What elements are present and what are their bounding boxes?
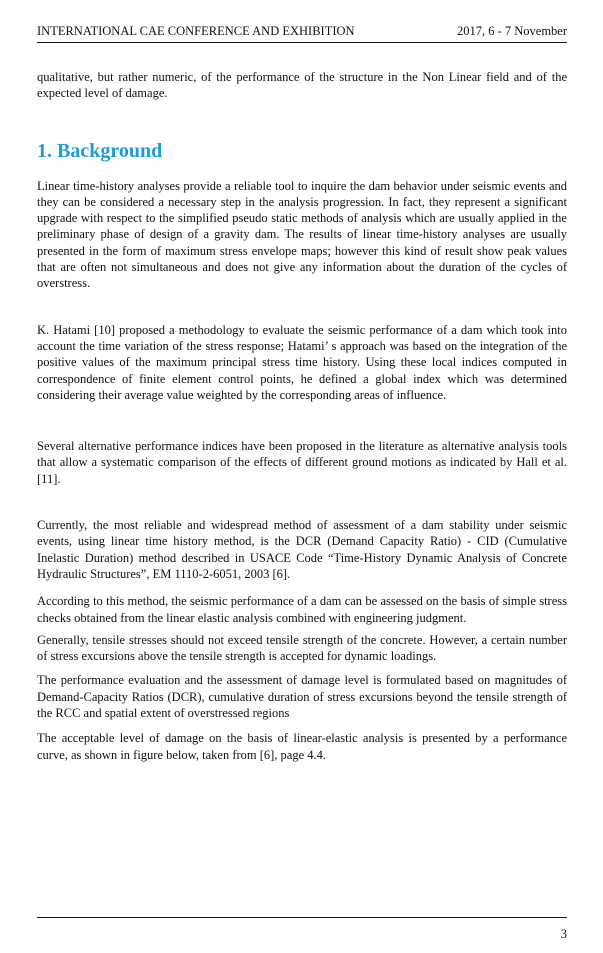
paragraph: Several alternative performance indices have been proposed in the literature as alternative analysis tools that allow a systematic comparison of the effects of different ground motions as indicated by Hall et al. [11].: [37, 439, 567, 486]
paragraph: Linear time-history analyses provide a reliable tool to inquire the dam behavior under seismic events and they can be considered a necessary step in the analysis progression. In fact, they represent a significant upgrade with respect to the simplified pseudo static methods of analysis which are usually applied in the preliminary phase of design of a gravity dam. The results of linear time-history analyses are usually presented in the form of maximum stress envelope maps; however this kind of result show peak values that are often not simultaneous and does not give any information about the duration of the cycles of overstress.: [37, 178, 567, 291]
page-header: [37, 24, 567, 43]
paragraph: The acceptable level of damage on the basis of linear-elastic analysis is presented by a performance curve, as shown in figure below, taken from [6], page 4.4.: [37, 731, 567, 762]
header-conference-title: INTERNATIONAL CAE CONFERENCE AND EXHIBITION: [37, 24, 355, 38]
page-footer: [37, 917, 567, 942]
page-body: [37, 43, 567, 763]
paragraph-intro: qualitative, but rather numeric, of the performance of the structure in the Non Linear field and of the expected level of damage.: [37, 70, 567, 101]
header-date: 2017, 6 - 7 November: [456, 24, 567, 38]
paragraph: Currently, the most reliable and widespread method of assessment of a dam stability under seismic events, using linear time history method, is the DCR (Demand Capacity Ratio) - CID (Cumulative Inelastic Duration) method described in USACE Code “Time-History Dynamic Analysis of Concrete Hydraulic Structures”, EM 1110-2-6051, 2003 [6].: [37, 518, 567, 581]
paragraph: According to this method, the seismic performance of a dam can be assessed on the basis of simple stress checks obtained from the linear elastic analysis combined with engineering judgment.: [37, 594, 567, 625]
paragraph: The performance evaluation and the assessment of damage level is formulated based on magnitudes of Demand-Capacity Ratios (DCR), cumulative duration of stress excursions beyond the tensile strength of the RCC and spatial extent of overstressed regions: [37, 673, 567, 721]
page-number: 3: [560, 927, 567, 941]
section-heading: 1. Background: [37, 139, 163, 162]
paragraph: K. Hatami [10] proposed a methodology to evaluate the seismic performance of a dam which took into account the time variation of the stress response; Hatami’ s approach was based on the integration of the positive values of the maximum principal stress time history. Using these local indices computed in correspondence of finite element control points, he defined a global index which was determined considering their average value weighted by the corresponding areas of influence.: [37, 322, 567, 402]
paragraph: Generally, tensile stresses should not exceed tensile strength of the concrete. However, a certain number of stress excursions above the tensile strength is accepted for dynamic loadings.: [37, 632, 567, 664]
